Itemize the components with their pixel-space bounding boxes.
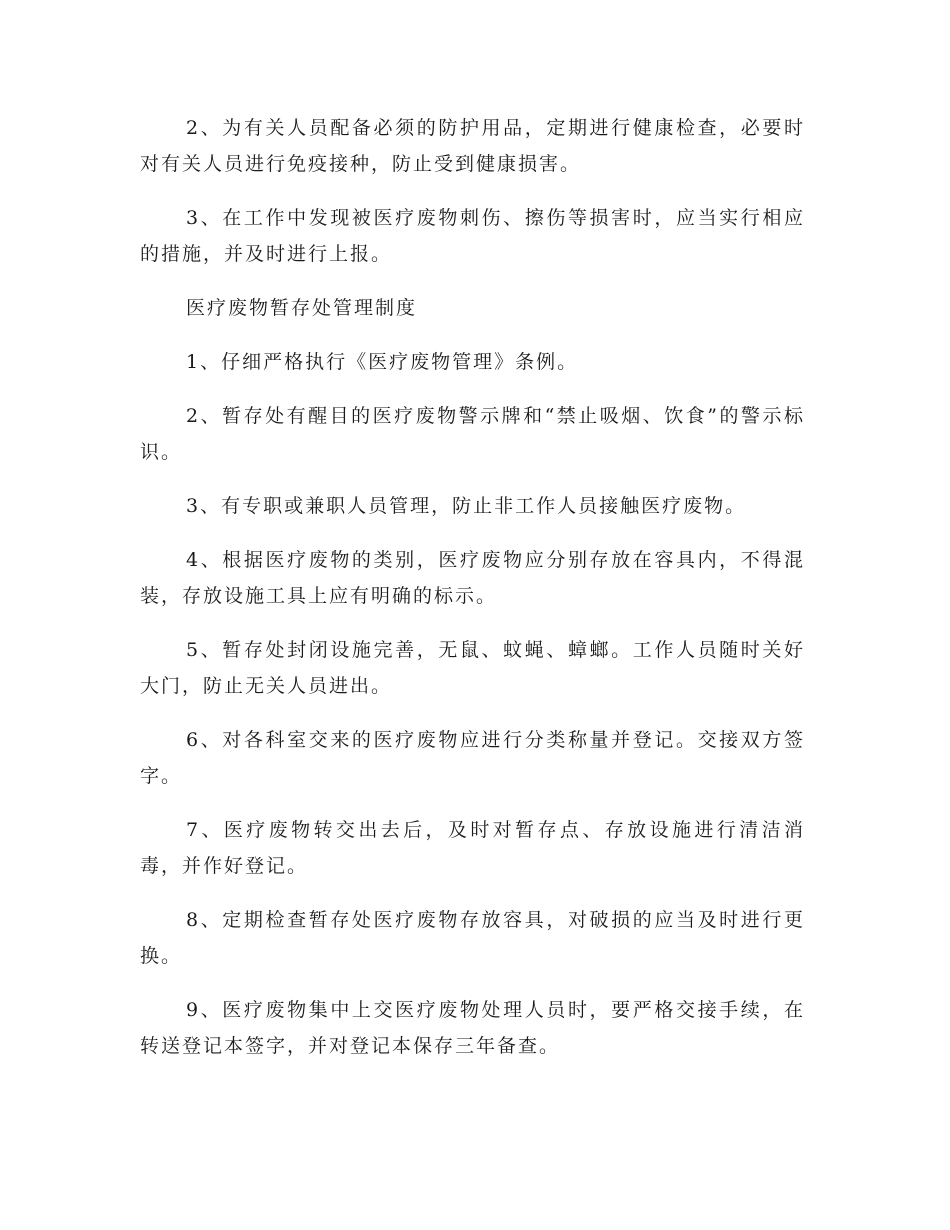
rule-1: 1、仔细严格执行《医疗废物管理》条例。 (186, 351, 579, 373)
rule-9: 9、医疗废物集中上交医疗废物处理人员时，要严格交接手续，在转送登记本签字，并对登记本保存三年备查。 (140, 999, 805, 1057)
rule-6: 6、对各科室交来的医疗废物应进行分类称量并登记。交接双方签字。 (140, 729, 805, 787)
rule-8: 8、定期检查暂存处医疗废物存放容具，对破损的应当及时进行更换。 (140, 909, 805, 967)
rule-3: 3、有专职或兼职人员管理，防止非工作人员接触医疗废物。 (186, 495, 747, 517)
rule-2: 2、暂存处有醒目的医疗废物警示牌和“禁止吸烟、饮食”的警示标识。 (140, 405, 805, 463)
rule-4: 4、根据医疗废物的类别，医疗废物应分别存放在容具内，不得混装，存放设施工具上应有明确的标示。 (140, 549, 805, 607)
paragraph-injury-report: 3、在工作中发现被医疗废物刺伤、擦伤等损害时，应当实行相应的措施，并及时进行上报。 (140, 207, 805, 265)
rule-7: 7、医疗废物转交出去后，及时对暂存点、存放设施进行清洁消毒，并作好登记。 (140, 819, 805, 877)
section-title: 医疗废物暂存处管理制度 (186, 297, 418, 319)
document-body (140, 110, 805, 1082)
paragraph-protection-equipment: 2、为有关人员配备必须的防护用品，定期进行健康检查，必要时对有关人员进行免疫接种，防止受到健康损害。 (140, 117, 805, 175)
rule-5: 5、暂存处封闭设施完善，无鼠、蚊蝇、蟑螂。工作人员随时关好大门，防止无关人员进出。 (140, 639, 805, 697)
